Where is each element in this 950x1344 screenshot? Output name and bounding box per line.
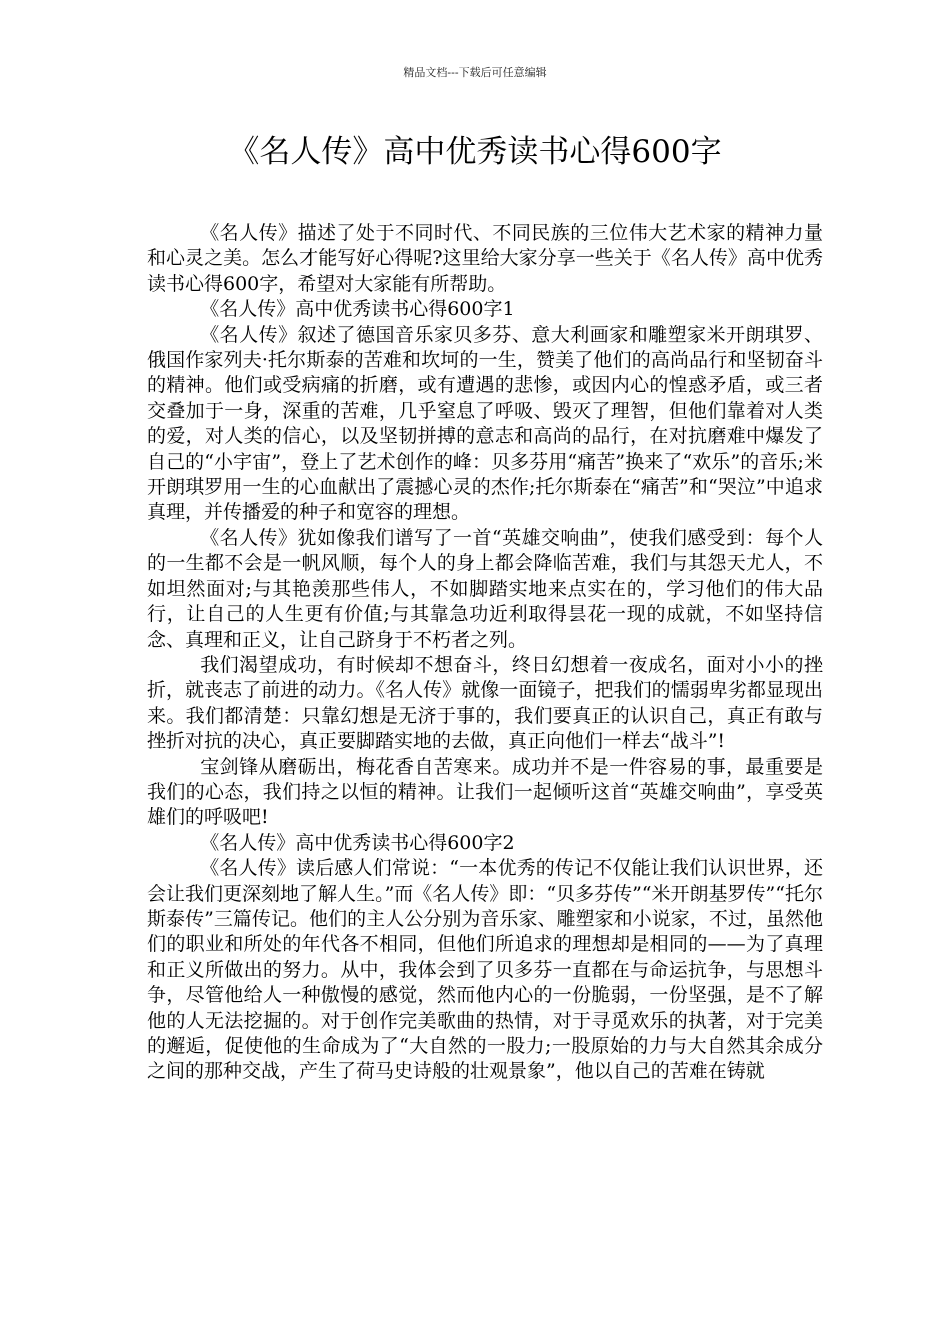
body-paragraph: 《名人传》读后感人们常说：“一本优秀的传记不仅能让我们认识世界，还会让我们更深刻地了解人生。”而《名人传》即：“贝多芬传”“米开朗基罗传”“托尔斯泰传”三篇传记。他们的主人公分别为音乐家、雕塑家和小说家，不过，虽然他们的职业和所处的年代各不相同，但他们所追求的理想却是相同的——为了真理和正义所做出的努力。从中，我体会到了贝多芬一直都在与命运抗争，与思想斗争，尽管他给人一种傲慢的感觉，然而他内心的一份脆弱，一份坚强，是不了解他的人无法挖掘的。对于创作完美歌曲的热情，对于寻觅欢乐的执著，对于完美的邂逅，促使他的生命成为了“大自然的一股力;一股原始的力与大自然其余成分之间的那种交战，产生了荷马史诗般的壮观景象”，他以自己的苦难在铸就: [147, 857, 823, 1083]
document-title: 《名人传》高中优秀读书心得600字: [228, 134, 722, 170]
body-paragraph: 《名人传》犹如像我们谱写了一首“英雄交响曲”，使我们感受到：每个人的一生都不会是一帆风顺，每个人的身上都会降临苦难，我们与其怨天尤人，不如坦然面对;与其艳羡那些伟人，不如脚踏实地来点实在的，学习他们的伟大品行，让自己的人生更有价值;与其靠急功近利取得昙花一现的成就，不如坚持信念、真理和正义，让自己跻身于不朽者之列。: [147, 526, 823, 651]
intro-paragraph: 《名人传》描述了处于不同时代、不同民族的三位伟大艺术家的精神力量和心灵之美。怎么才能写好心得呢?这里给大家分享一些关于《名人传》高中优秀读书心得600字，希望对大家能有所帮助。: [147, 222, 823, 295]
section-heading-1: 《名人传》高中优秀读书心得600字1: [200, 298, 515, 321]
body-paragraph: 宝剑锋从磨砺出，梅花香自苦寒来。成功并不是一件容易的事，最重要是我们的心态，我们持之以恒的精神。让我们一起倾听这首“英雄交响曲”，享受英雄们的呼吸吧!: [147, 755, 823, 829]
section-heading-2: 《名人传》高中优秀读书心得600字2: [200, 831, 515, 854]
body-paragraph: 《名人传》叙述了德国音乐家贝多芬、意大利画家和雕塑家米开朗琪罗、俄国作家列夫·托尔斯泰的苦难和坎坷的一生，赞美了他们的高尚品行和坚韧奋斗的精神。他们或受病痛的折磨，或有遭遇的悲惨，或因内心的惶惑矛盾，或三者交叠加于一身，深重的苦难，几乎窒息了呼吸、毁灭了理智，但他们靠着对人类的爱，对人类的信心，以及坚韧拼搏的意志和高尚的品行，在对抗磨难中爆发了自己的“小宇宙”，登上了艺术创作的峰：贝多芬用“痛苦”换来了“欢乐”的音乐;米开朗琪罗用一生的心血献出了震撼心灵的杰作;托尔斯泰在“痛苦”和“哭泣”中追求真理，并传播爱的种子和宽容的理想。: [147, 323, 823, 524]
header-note: 精品文档---下载后可任意编辑: [403, 66, 547, 79]
document-body: [147, 221, 823, 1085]
body-paragraph: 我们渴望成功，有时候却不想奋斗，终日幻想着一夜成名，面对小小的挫折，就丧志了前进的动力。《名人传》就像一面镜子，把我们的懦弱卑劣都显现出来。我们都清楚：只靠幻想是无济于事的，我们要真正的认识自己，真正有敢与挫折对抗的决心，真正要脚踏实地的去做，真正向他们一样去“战斗”!: [147, 653, 823, 753]
